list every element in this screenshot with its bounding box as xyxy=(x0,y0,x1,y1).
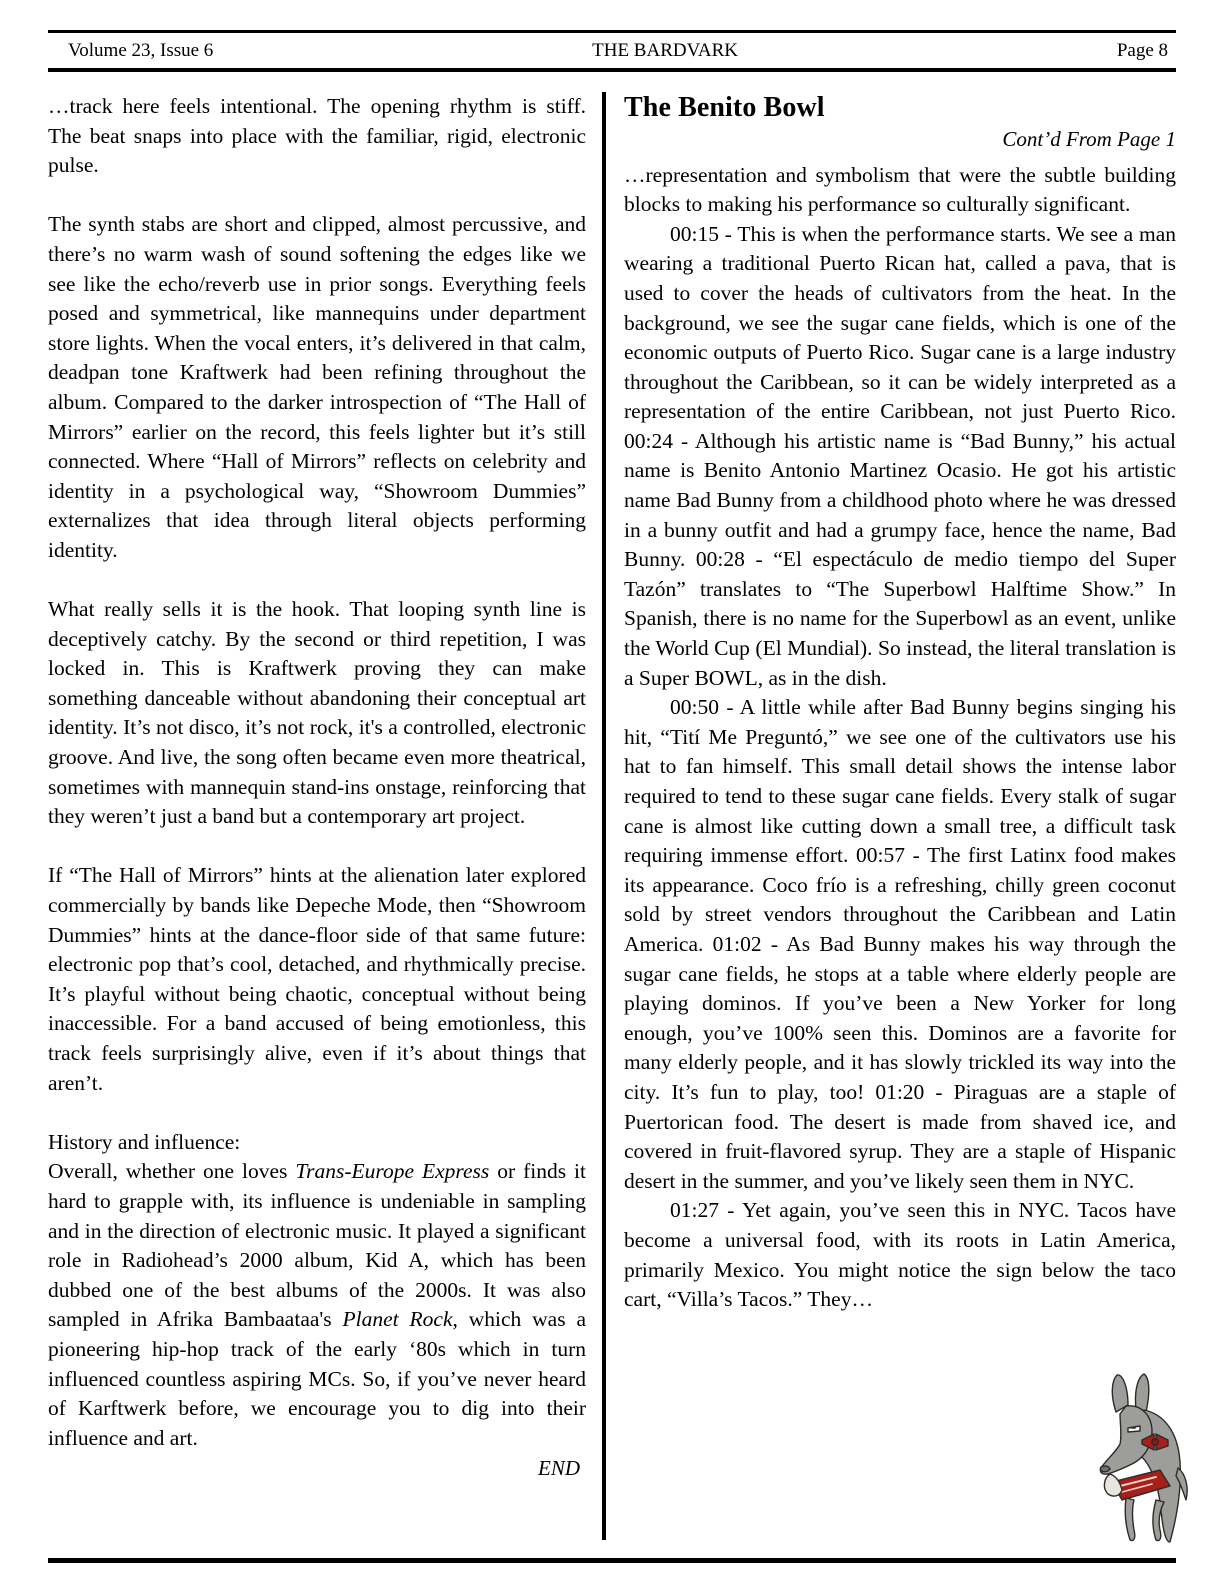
aardvark-front-leg xyxy=(1125,1498,1135,1541)
track-title-planet-rock: Planet Rock xyxy=(342,1307,453,1332)
aardvark-newspaper-text-line xyxy=(1122,1484,1152,1492)
aardvark-body xyxy=(1136,1410,1180,1542)
aardvark-tail xyxy=(1176,1468,1187,1500)
paragraph: …track here feels intentional. The opening rhythm is stiff. The beat snaps into place with the familiar, rigid, electronic pulse. xyxy=(48,94,586,178)
aardvark-bowtie-right xyxy=(1156,1434,1168,1450)
aardvark-front-paw xyxy=(1104,1474,1122,1496)
paragraph: The synth stabs are short and clipped, almost percussive, and there’s no warm wash of sound softening the edges like we see like the echo/reverb use in prior songs. Everything feels posed and symmetrical, like mannequins under department store lights. When the vocal enters, it’s delivered in that calm, deadpan tone Kraftwerk had been refining throughout the album. Compared to the darker introspection of “The Hall of Mirrors” earlier on the record, this feels lighter but it’s still connected. Where “Hall of Mirrors” reflects on celebrity and identity in a psychological way, “Showroom Dummies” externalizes that idea through literal objects performing identity. xyxy=(48,212,586,562)
aardvark-head xyxy=(1100,1406,1152,1474)
paragraph: What really sells it is the hook. That looping synth line is deceptively catchy. By the second or third repetition, I was locked in. This is Kraftwerk proving they can make something danceable without abandoning their conceptual art identity. It’s not disco, it’s not rock, it's a controlled, electronic groove. And live, the song often became even more theatrical, sometimes with mannequin stand-ins onstage, reinforcing that they weren’t just a band but a contemporary art project. xyxy=(48,597,586,829)
right-column xyxy=(606,92,1176,1540)
paragraph: 00:15 - This is when the performance starts. We see a man wearing a traditional Puerto Rican hat, called a pava, that is used to cover the heads of cultivators from the heat. In the background, we see the sugar cane fields, which is one of the economic outputs of Puerto Rico. Sugar cane is a large industry throughout the Caribbean, so it can be widely interpreted as a representation of the entire Caribbean, not just Puerto Rico. 00:24 - Although his artistic name is “Bad Bunny,” his actual name is Benito Antonio Martinez Ocasio. He got his artistic name Bad Bunny from a childhood photo where he was dressed in a bunny outfit and had a grumpy face, hence the name, Bad Bunny. 00:28 - “El espectáculo de medio tiempo del Super Tazón” translates to “The Superbowl Halftime Show.” In Spanish, there is no name for the Superbowl as an event, unlike the World Cup (El Mundial). So instead, the literal translation is a Super BOWL, as in the dish. xyxy=(624,221,1176,690)
aardvark-back-leg xyxy=(1153,1500,1164,1541)
final-paragraph-part-3: , which was a pioneering hip-hop track of the early ‘80s which in turn influenced countless aspiring MCs. So, if you’ve never heard of Karftwerk before, we encourage you to dig into their influence and art. xyxy=(48,1307,587,1450)
paragraph: 01:27 - Yet again, you’ve seen this in NYC. Tacos have become a universal food, with its roots in Latin America, primarily Mexico. You might notice the sign below the taco cart, “Villa’s Tacos.” They… xyxy=(624,1198,1176,1312)
aardvark-right-ear xyxy=(1135,1374,1148,1412)
masthead-title: THE BARDVARK xyxy=(592,40,738,61)
aardvark-eye xyxy=(1128,1426,1140,1432)
aardvark-newspaper xyxy=(1112,1470,1170,1500)
aardvark-left-ear xyxy=(1112,1375,1128,1412)
left-column xyxy=(48,92,606,1540)
final-paragraph-part-2: or finds it hard to grapple with, its influence is undeniable in sampling and in the direction of electronic music. It played a significant role in Radiohead’s 2000 album, Kid A, which has been dubbed one of the best albums of the 2000s. It was also sampled in Afrika Bambaataa's xyxy=(48,1159,587,1332)
paragraph: …representation and symbolism that were the subtle building blocks to making his performance so culturally significant. xyxy=(624,162,1176,217)
final-paragraph-part-1: Overall, whether one loves xyxy=(48,1159,296,1184)
aardvark-bowtie-knot xyxy=(1152,1439,1158,1445)
masthead-page-number: Page 8 xyxy=(1116,40,1168,61)
aardvark-newspaper-masthead-line xyxy=(1120,1477,1156,1486)
final-paragraph xyxy=(48,1157,586,1453)
paragraph: If “The Hall of Mirrors” hints at the alienation later explored commercially by bands like Depeche Mode, then “Showroom Dummies” hints at the dance-floor side of that same future: electronic pop that’s cool, detached, and rhythmically precise. It’s playful without being chaotic, conceptual without being inaccessible. For a band accused of being emotionless, this track feels surprisingly alive, even if it’s about things that aren’t. xyxy=(48,863,586,1095)
aardvark-snout-tip xyxy=(1100,1466,1110,1472)
masthead-volume: Volume 23, Issue 6 xyxy=(68,40,214,61)
aardvark-bowtie-left xyxy=(1142,1434,1154,1450)
article-headline: The Benito Bowl xyxy=(624,92,825,123)
paragraph: 00:50 - A little while after Bad Bunny begins singing his hit, “Tití Me Preguntó,” we see one of the cultivators use his hat to fan himself. This small detail shows the intense labor required to tend to these sugar cane fields. Every stalk of sugar cane is almost like cutting down a small tree, a difficult task requiring immense effort. 00:57 - The first Latinx food makes its appearance. Coco frío is a refreshing, chilly green coconut sold by street vendors throughout the Caribbean and Latin America. 01:02 - As Bad Bunny makes his way through the sugar cane fields, he stops at a table where elderly people are playing dominos. If you’ve been a New Yorker for long enough, you’ve 100% seen this. Dominos are a favorite for many elderly people, and it has slowly trickled its way into the city. It’s fun to play, too! 01:20 - Piraguas are a staple of Puertorican food. The desert is made from shaved ice, and covered in fruit-flavored syrup. They are a staple of Hispanic desert in the summer, and you’ve likely seen them in NYC. xyxy=(624,695,1176,1193)
aardvark-mascot-illustration xyxy=(1086,1370,1190,1548)
end-marker: END xyxy=(538,1456,580,1481)
album-title-trans-europe-express: Trans-Europe Express xyxy=(295,1159,490,1184)
article-columns xyxy=(48,92,1176,1540)
history-and-influence-label: History and influence: xyxy=(48,1129,241,1154)
bottom-rule xyxy=(48,1558,1176,1563)
continued-from-note: Cont’d From Page 1 xyxy=(1002,127,1176,152)
masthead xyxy=(48,30,1176,72)
